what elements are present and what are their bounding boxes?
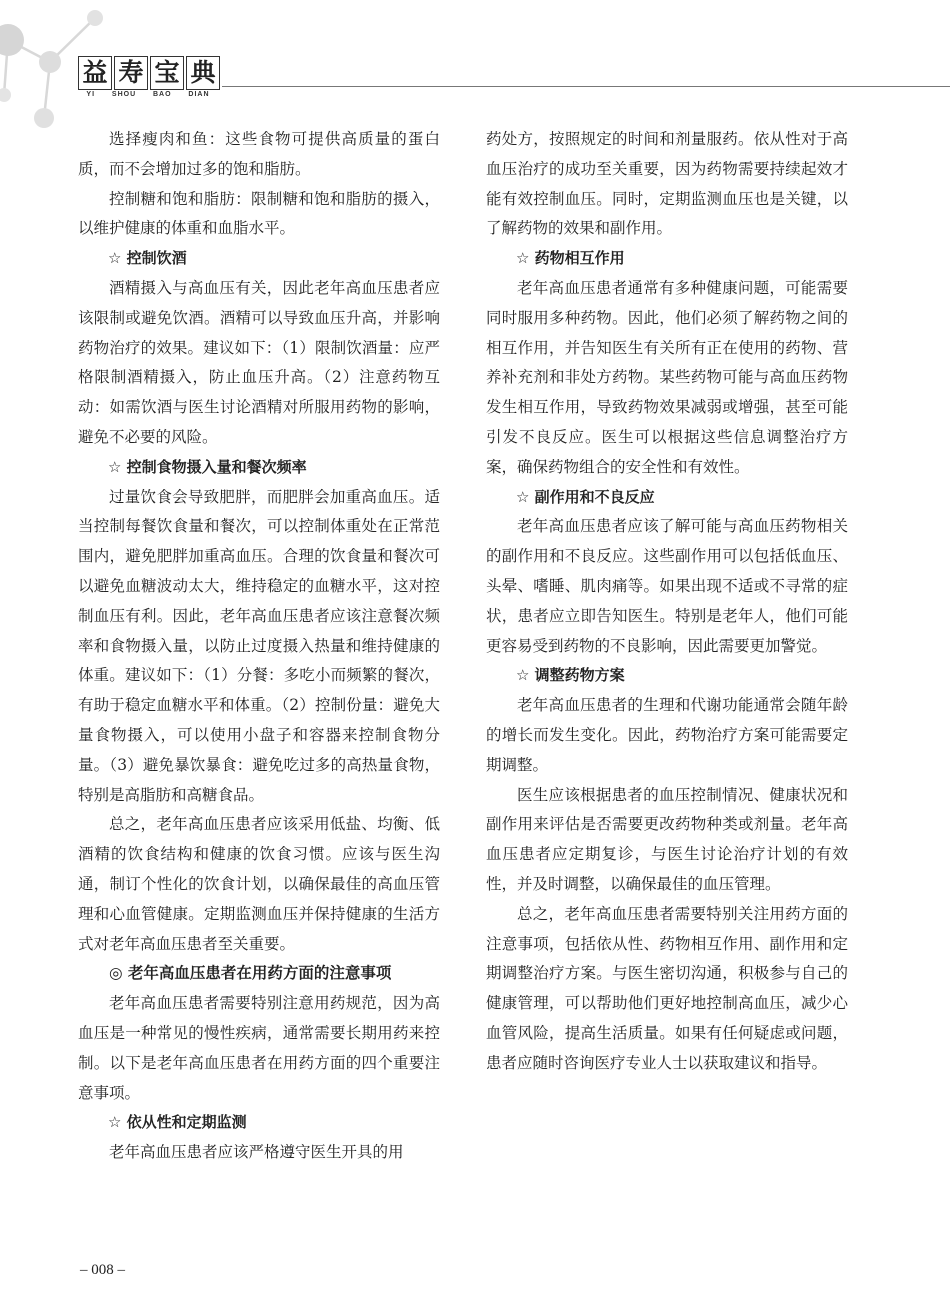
- subheading-drug-interaction: ☆ 药物相互作用: [516, 249, 625, 268]
- page-number: – 008 –: [80, 1262, 125, 1278]
- pinyin-syllable: SHOU: [111, 91, 137, 98]
- paragraph: 过量饮食会导致肥胖，而肥胖会加重高血压。适当控制每餐饮食量和餐次，可以控制体重处在正常范围内，避免肥胖加重高血压。合理的饮食量和餐次可以避免血糖波动太大，维持稳定的血糖水平，这对控制血压有利。因此，老年高血压患者应该注意餐次频率和食物摄入量，以防止过度摄入热量和维持健康的体重。建议如下：（1）分餐：多吃小而频繁的餐次，有助于稳定血糖水平和体重。（2）控制份量：避免大量食物摄入，可以使用小盘子和容器来控制食物分量。（3）避免暴饮暴食：避免吃过多的高热量食物，特别是高脂肪和高糖食品。: [78, 487, 440, 804]
- paragraph: 老年高血压患者的生理和代谢功能通常会随年龄的增长而发生变化。因此，药物治疗方案可能需要定期调整。: [486, 696, 848, 774]
- pinyin-syllable: DIAN: [188, 91, 210, 98]
- right-column: [486, 125, 848, 1079]
- paragraph: 酒精摄入与高血压有关，因此老年高血压患者应该限制或避免饮酒。酒精可以导致血压升高，并影响药物治疗的效果。建议如下：（1）限制饮酒量：应严格限制酒精摄入，防止血压升高。（2）注意药物互动：如需饮酒与医生讨论酒精对所服用药物的影响，避免不必要的风险。: [78, 278, 440, 446]
- subheading-adherence: ☆ 依从性和定期监测: [108, 1113, 247, 1132]
- paragraph: 老年高血压患者应该严格遵守医生开具的用: [109, 1143, 404, 1162]
- paragraph: 老年高血压患者需要特别注意用药规范，因为高血压是一种常见的慢性疾病，通常需要长期用药来控制。以下是老年高血压患者在用药方面的四个重要注意事项。: [78, 994, 440, 1102]
- book-title: [78, 56, 220, 90]
- paragraph: 医生应该根据患者的血压控制情况、健康状况和副作用来评估是否需要更改药物种类或剂量。老年高血压患者应定期复诊，与医生讨论治疗计划的有效性，并及时调整，以确保最佳的血压管理。: [486, 785, 848, 893]
- title-char: 典: [186, 56, 220, 90]
- section-heading-medication: ◎ 老年高血压患者在用药方面的注意事项: [109, 964, 392, 983]
- pinyin-syllable: YI: [86, 91, 96, 98]
- paragraph: 老年高血压患者应该了解可能与高血压药物相关的副作用和不良反应。这些副作用可以包括低血压、头晕、嗜睡、肌肉痛等。如果出现不适或不寻常的症状，患者应立即告知医生。特别是老年人，他们可能更容易受到药物的不良影响，因此需要更加警觉。: [486, 517, 848, 655]
- subheading-adjust-regimen: ☆ 调整药物方案: [516, 666, 625, 685]
- paragraph: 老年高血压患者通常有多种健康问题，可能需要同时服用多种药物。因此，他们必须了解药物之间的相互作用，并告知医生有关所有正在使用的药物、营养补充剂和非处方药物。某些药物可能与高血压药物发生相互作用，导致药物效果减弱或增强，甚至可能引发不良反应。医生可以根据这些信息调整治疗方案，确保药物组合的安全性和有效性。: [486, 278, 848, 476]
- title-char: 寿: [114, 56, 148, 90]
- title-char: 益: [78, 56, 112, 90]
- paragraph: 选择瘦肉和鱼：这些食物可提供高质量的蛋白质，而不会增加过多的饱和脂肪。: [78, 130, 440, 178]
- paragraph: 总之，老年高血压患者需要特别关注用药方面的注意事项，包括依从性、药物相互作用、副作用和定期调整治疗方案。与医生密切沟通，积极参与自己的健康管理，可以帮助他们更好地控制高血压，减少心血管风险，提高生活质量。如果有任何疑虑或问题，患者应随时咨询医疗专业人士以获取建议和指导。: [486, 904, 848, 1072]
- paragraph: 药处方，按照规定的时间和剂量服药。依从性对于高血压治疗的成功至关重要，因为药物需要持续起效才能有效控制血压。同时，定期监测血压也是关键，以了解药物的效果和副作用。: [486, 130, 848, 238]
- left-column: [78, 125, 440, 1168]
- pinyin-syllable: BAO: [153, 91, 172, 98]
- subheading-meal-frequency: ☆ 控制食物摄入量和餐次频率: [108, 457, 307, 476]
- paragraph: 总之，老年高血压患者应该采用低盐、均衡、低酒精的饮食结构和健康的饮食习惯。应该与医生沟通，制订个性化的饮食计划，以确保最佳的高血压管理和心血管健康。定期监测血压并保持健康的生活方式对老年高血压患者至关重要。: [78, 815, 440, 953]
- title-char: 宝: [150, 56, 184, 90]
- subheading-alcohol: ☆ 控制饮酒: [108, 249, 187, 268]
- paragraph: 控制糖和饱和脂肪：限制糖和饱和脂肪的摄入，以维护健康的体重和血脂水平。: [78, 189, 440, 238]
- subheading-side-effects: ☆ 副作用和不良反应: [516, 487, 655, 506]
- header-divider: [222, 86, 950, 87]
- book-title-pinyin: [78, 91, 218, 98]
